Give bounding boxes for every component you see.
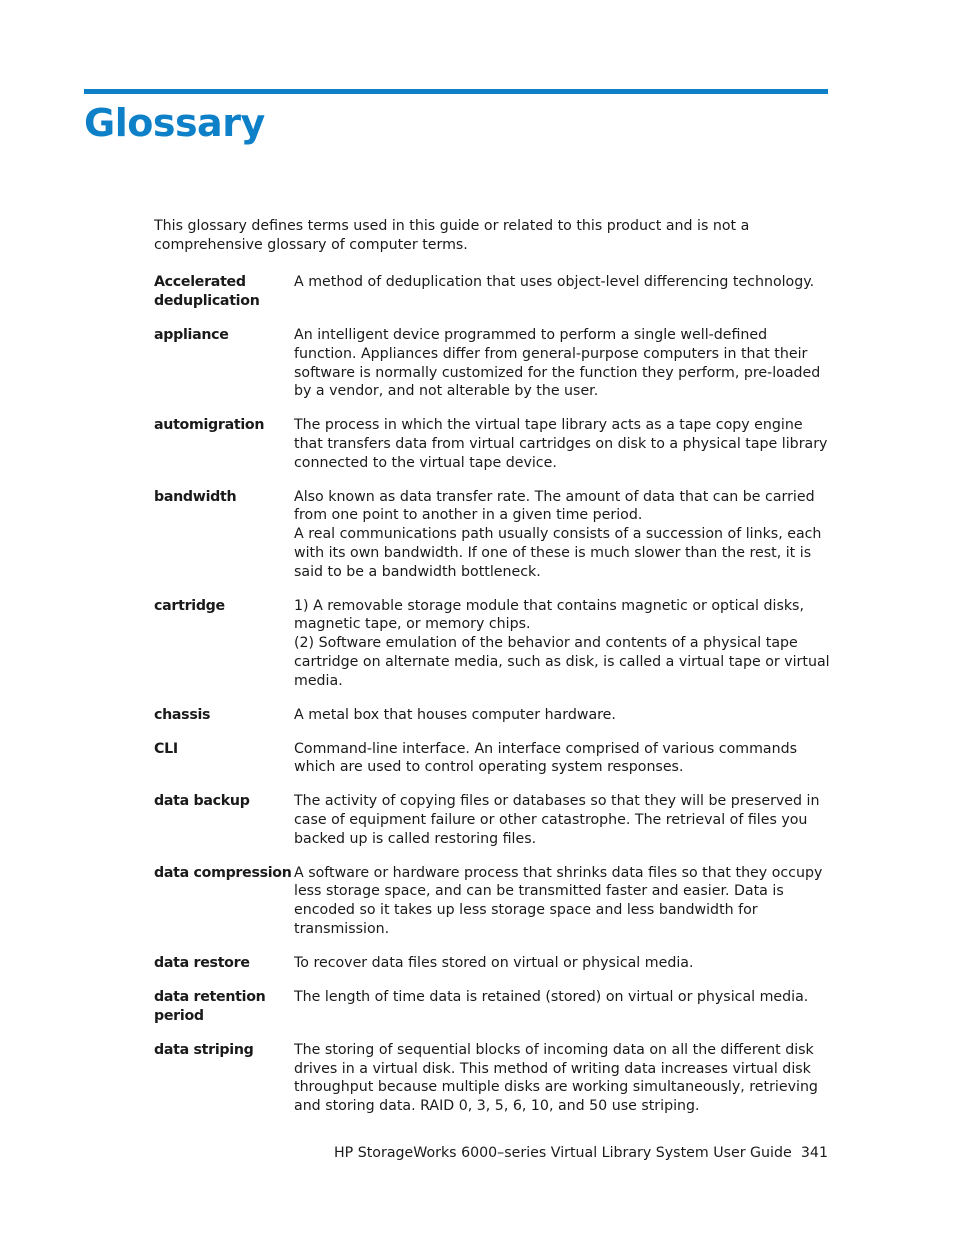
glossary-entry	[154, 488, 834, 582]
definition-paragraph: The process in which the virtual tape library acts as a tape copy engine that transfers data from virtual cartridges on disk to a physical tape library connected to the virtual tape device.	[294, 417, 828, 471]
footer-page-number: 341	[800, 1145, 828, 1161]
definition-paragraph: A metal box that houses computer hardware.	[294, 706, 616, 723]
glossary-term: data restore	[154, 954, 250, 971]
glossary-definition	[294, 988, 834, 1026]
glossary-definition	[294, 273, 834, 311]
glossary-entry	[154, 740, 834, 778]
definition-paragraph: The length of time data is retained (stored) on virtual or physical media.	[294, 988, 809, 1005]
glossary-entry	[154, 273, 834, 311]
glossary-entry	[154, 864, 834, 939]
glossary-definition	[294, 864, 834, 939]
glossary-term: data compression	[154, 864, 292, 881]
glossary-definition	[294, 954, 834, 973]
glossary-term: bandwidth	[154, 488, 237, 505]
glossary-entry	[154, 416, 834, 472]
glossary-entry	[154, 706, 834, 725]
glossary-term: appliance	[154, 327, 229, 343]
definition-paragraph: Command-line interface. An interface comprised of various commands which are used to control operating system responses.	[294, 740, 797, 776]
glossary-term: Accelerated deduplication	[154, 274, 260, 309]
definition-paragraph: (2) Software emulation of the behavior and contents of a physical tape cartridge on alternate media, such as disk, is called a virtual tape or virtual media.	[294, 635, 830, 689]
definition-paragraph: Also known as data transfer rate. The amount of data that can be carried from one point to another in a given time period.	[294, 488, 815, 524]
glossary-definition	[294, 416, 834, 472]
definition-paragraph: To recover data files stored on virtual or physical media.	[294, 954, 694, 971]
glossary-definition	[294, 597, 834, 691]
definition-paragraph: 1) A removable storage module that contains magnetic or optical disks, magnetic tape, or memory chips.	[294, 597, 804, 633]
glossary-term: data striping	[154, 1041, 254, 1058]
footer-guide-title: HP StorageWorks 6000–series Virtual Library System User Guide	[334, 1145, 792, 1161]
glossary-term: data backup	[154, 793, 250, 810]
glossary-term: chassis	[154, 706, 211, 723]
glossary-list	[154, 273, 834, 1131]
definition-paragraph: The activity of copying files or databases so that they will be preserved in case of equipment failure or other catastrophe. The retrieval of files you backed up is called restoring files.	[294, 793, 820, 847]
definition-paragraph: A software or hardware process that shrinks data files so that they occupy less storage space, and can be transmitted faster and easier. Data is encoded so it takes up less storage space and less bandwidth for transmission.	[294, 864, 823, 937]
glossary-definition	[294, 326, 834, 401]
definition-paragraph: The storing of sequential blocks of incoming data on all the different disk drives in a virtual disk. This method of writing data increases virtual disk throughput because multiple disks are working simultaneously, retrieving and storing data. RAID 0, 3, 5, 6, 10, and 50 use striping.	[294, 1041, 818, 1115]
page-title: Glossary	[84, 101, 265, 145]
definition-paragraph: A method of deduplication that uses object-level differencing technology.	[294, 274, 815, 290]
glossary-term: cartridge	[154, 597, 225, 614]
glossary-definition	[294, 706, 834, 725]
glossary-definition	[294, 1041, 834, 1116]
definition-paragraph: An intelligent device programmed to perform a single well-defined function. Appliances differ from general-purpose computers in that their software is normally customized for the function they perform, pre-loaded by a vendor, and not alterable by the user.	[294, 327, 821, 400]
glossary-entry	[154, 792, 834, 848]
glossary-definition	[294, 488, 834, 582]
intro-paragraph: This glossary defines terms used in this guide or related to this product and is not a comprehensive glossary of computer terms.	[154, 218, 750, 253]
glossary-definition	[294, 792, 834, 848]
glossary-entry	[154, 954, 834, 973]
glossary-entry	[154, 988, 834, 1026]
definition-paragraph: A real communications path usually consists of a succession of links, each with its own bandwidth. If one of these is much slower than the rest, it is said to be a bandwidth bottleneck.	[294, 526, 822, 580]
page-footer	[334, 1144, 828, 1163]
glossary-term: automigration	[154, 417, 265, 434]
glossary-entry	[154, 597, 834, 691]
glossary-term: data retention period	[154, 988, 266, 1024]
glossary-entry	[154, 1041, 834, 1116]
glossary-term: CLI	[154, 740, 178, 757]
title-rule	[84, 89, 828, 94]
glossary-definition	[294, 740, 834, 778]
glossary-entry	[154, 326, 834, 401]
